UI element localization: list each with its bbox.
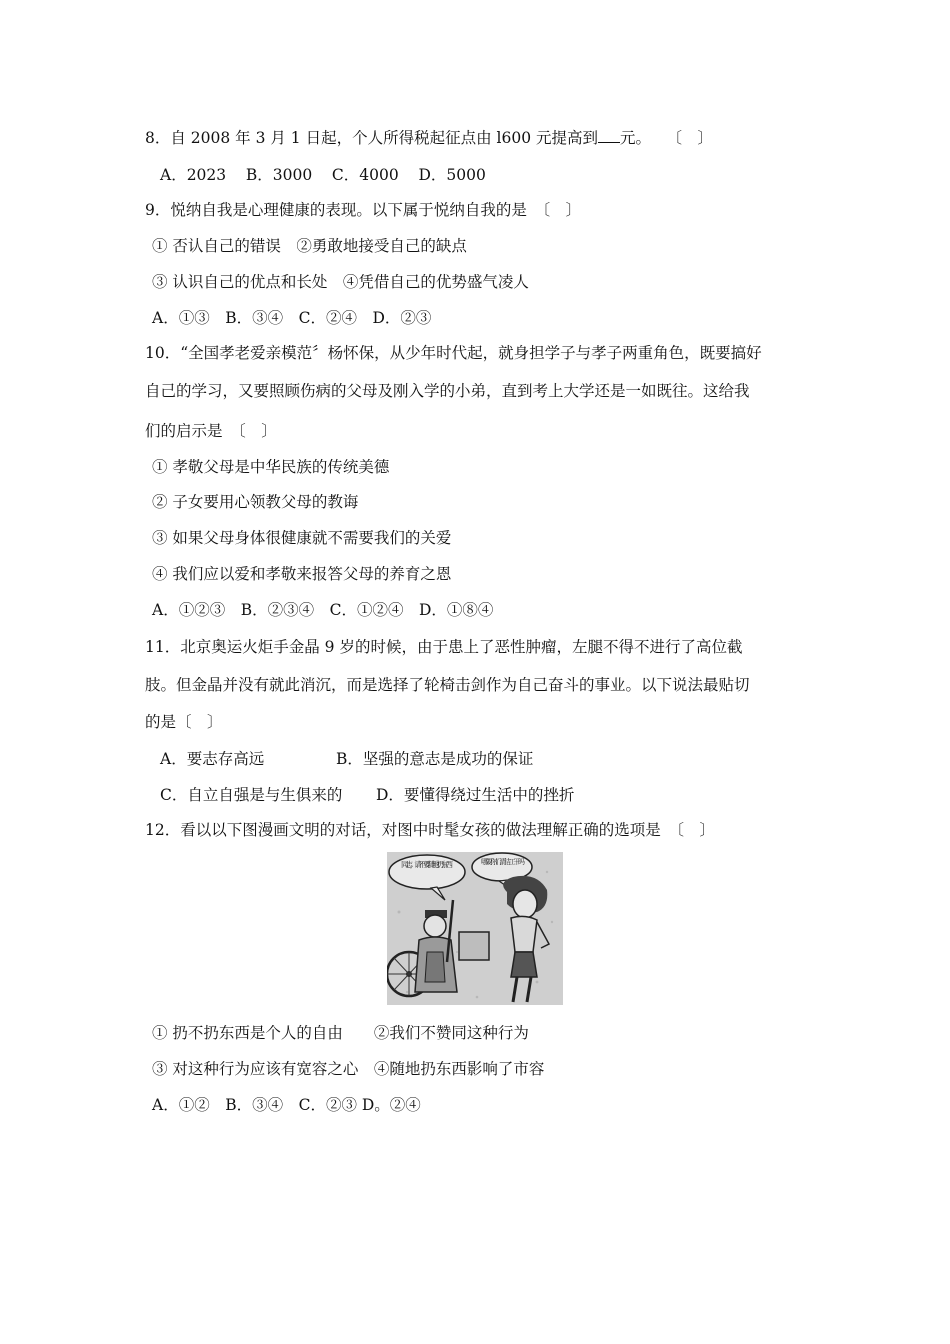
q10-stem-line-3: 们的启示是 〔 〕 — [145, 422, 277, 440]
q12-item-line-2: ③ 对这种行为应该有宽容之心 ④随地扔东西影响了市容 — [152, 1060, 545, 1078]
q11-stem-line-3: 的是〔 〕 — [145, 713, 223, 731]
q8-option-d: D．5000 — [418, 166, 486, 184]
cartoon-left-bubble-text: 同志，请不要随地扔东西 — [401, 860, 453, 869]
q9-options: A．①③ B．③④ C．②④ D．②③ — [152, 309, 432, 327]
q10-item-4: ④ 我们应以爱和孝敬来报答父母的养育之恩 — [152, 565, 452, 583]
q8-stem-text: 8．自 2008 年 3 月 1 日起，个人所得税起征点由 l600 元提高到 — [145, 129, 598, 147]
q11-options-row-2 — [160, 785, 574, 805]
q11-option-c: C．自立自强是与生俱来的 — [160, 786, 343, 804]
q11-stem-line-1: 11．北京奥运火炬手金晶 9 岁的时候，由于患上了恶性肿瘤，左腿不得不进行了高位截 — [145, 638, 743, 656]
q12-stem: 12．看以以下图漫画文明的对话，对图中时髦女孩的做法理解正确的选项是 〔 〕 — [145, 821, 715, 839]
q9-item-line-1: ① 否认自己的错误 ②勇敢地接受自己的缺点 — [152, 237, 467, 255]
q12-options: A．①② B．③④ C．②③ D。②④ — [152, 1096, 421, 1114]
cartoon-image — [387, 852, 563, 1005]
q8-option-a: A．2023 — [160, 166, 227, 184]
cartoon-right-bubble-text: 哪要你们清洁工干吗 — [481, 858, 525, 866]
q10-options: A．①②③ B．②③④ C．①②④ D．①⑧④ — [152, 601, 494, 619]
q8-option-c: C．4000 — [331, 166, 399, 184]
q8-answer-bracket: 〔 〕 — [674, 129, 714, 147]
q10-stem-line-2: 自己的学习，又要照顾伤病的父母及刚入学的小弟，直到考上大学还是一如既往。这给我 — [145, 382, 750, 400]
q8-option-b: B．3000 — [245, 166, 313, 184]
q11-stem-line-2: 肢。但金晶并没有就此消沉，而是选择了轮椅击剑作为自己奋斗的事业。以下说法最贴切 — [145, 676, 750, 694]
q10-item-3: ③ 如果父母身体很健康就不需要我们的关爱 — [152, 529, 452, 547]
q10-stem-line-1: 10．“全国孝老爱亲模范〞杨怀保，从少年时代起，就身担学子与孝子两重角色，既要搞好 — [145, 344, 762, 362]
q9-item-line-2: ③ 认识自己的优点和长处 ④凭借自己的优势盛气凌人 — [152, 273, 529, 291]
q8-options — [160, 165, 486, 185]
q11-option-a: A．要志存高远 — [160, 750, 265, 768]
q8-stem — [145, 128, 713, 148]
q8-stem-unit: 元。 — [620, 129, 644, 147]
q10-item-1: ① 孝敬父母是中华民族的传统美德 — [152, 458, 390, 476]
q11-options-row-1 — [160, 749, 533, 769]
q8-answer-blank — [598, 128, 620, 143]
q10-item-2: ② 子女要用心领教父母的教诲 — [152, 493, 359, 511]
q9-stem: 9．悦纳自我是心理健康的表现。以下属于悦纳自我的是 〔 〕 — [145, 201, 582, 219]
q11-option-d: D．要懂得绕过生活中的挫折 — [376, 786, 575, 804]
cartoon-drawing — [387, 852, 563, 1005]
q11-option-b: B．坚强的意志是成功的保证 — [336, 750, 534, 768]
q12-item-line-1: ① 扔不扔东西是个人的自由 ②我们不赞同这种行为 — [152, 1024, 529, 1042]
